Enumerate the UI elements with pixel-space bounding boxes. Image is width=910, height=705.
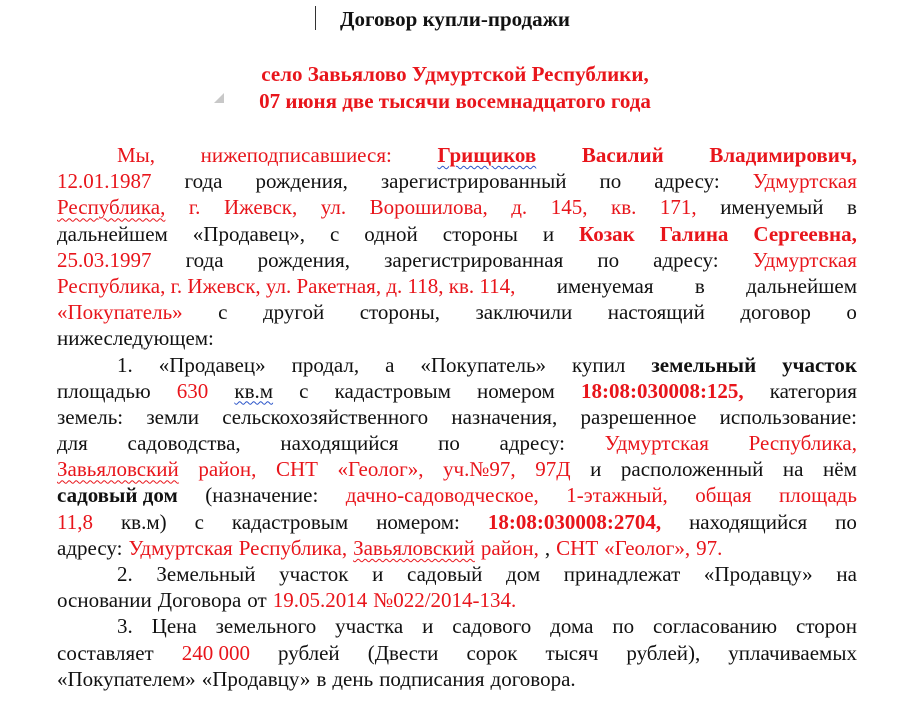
text-line [57, 221, 857, 247]
word: «Покупатель» [420, 352, 547, 377]
word: 18:08:030008:125, [580, 378, 744, 403]
document-title: Договор купли-продажи [340, 7, 570, 31]
word: в [694, 273, 705, 298]
word: земельного [215, 614, 317, 639]
word: по [599, 169, 622, 194]
word: сторон [796, 614, 857, 639]
text-line [57, 168, 857, 194]
word: и [590, 457, 602, 482]
word: уплачиваемых [728, 640, 857, 665]
word: использование: [719, 404, 857, 429]
word: кадастровым [334, 378, 451, 403]
text-line [57, 325, 857, 351]
word: Республика, [57, 195, 166, 220]
word: находящийся [280, 431, 399, 456]
word: зарегистрированная [384, 247, 564, 272]
text-line [57, 456, 857, 482]
word: 25.03.1997 [57, 247, 152, 272]
word: день [332, 666, 374, 691]
word: участок [782, 352, 857, 377]
text-line [57, 142, 857, 168]
word: сорок [466, 640, 518, 665]
word: 3. [117, 614, 133, 639]
word: согласованию [652, 614, 778, 639]
word: кв.м [234, 378, 274, 403]
word: сельскохозяйственного [222, 404, 429, 429]
word: на [836, 562, 857, 586]
word: от [247, 588, 267, 613]
word: (Двести [367, 640, 439, 665]
word: Грищиков [437, 143, 537, 167]
word: дома [550, 614, 594, 639]
word: №022/2014-134. [373, 588, 517, 613]
word: Цена [151, 614, 197, 639]
word: д. [511, 195, 528, 220]
word: «Покупатель» [57, 300, 183, 325]
word: земельный [651, 352, 757, 377]
word: для [57, 431, 88, 456]
word: 1. [117, 352, 133, 377]
word: участка [335, 614, 404, 639]
word: именуемая [556, 273, 654, 298]
word: адресу: [499, 431, 565, 456]
word: тысяч [545, 640, 599, 665]
word: район, [480, 535, 539, 560]
text-line [57, 404, 857, 430]
word: участок [279, 562, 349, 586]
word: продал, [291, 352, 360, 377]
word: г. [188, 195, 201, 220]
word: 630 [176, 378, 209, 403]
word: и [542, 221, 555, 246]
word: принадлежат [563, 562, 681, 586]
word: назначения, [451, 404, 558, 429]
text-line [57, 378, 857, 404]
word: Василий [581, 143, 664, 167]
word: номером [477, 378, 555, 403]
word: адресу: [57, 535, 123, 560]
word: , [544, 535, 551, 560]
paragraph-2 [57, 561, 857, 613]
word: на [782, 457, 804, 482]
word: адресу: [654, 169, 720, 194]
word: садовый [407, 562, 483, 586]
text-line [57, 299, 857, 325]
word: адресу: [653, 247, 719, 272]
word: земли [146, 404, 199, 429]
word: купил [571, 352, 626, 377]
word: Договора [157, 588, 242, 613]
word: уч.№97, [443, 457, 516, 482]
word: 97. [696, 535, 723, 560]
word: именуемый [720, 195, 824, 220]
word: года [184, 169, 223, 194]
word: Ворошилова, [369, 195, 488, 220]
word: 11,8 [57, 509, 93, 534]
word: основании [57, 588, 152, 613]
word: 1-этажный, [566, 483, 668, 508]
paragraph-3 [57, 613, 857, 692]
word: заключили [475, 300, 573, 325]
text-line [57, 613, 857, 639]
word: стороны [442, 221, 518, 246]
word: «Продавцу» [703, 562, 813, 586]
text-line [57, 352, 857, 378]
text-line [57, 535, 857, 561]
word: садоводства, [127, 431, 241, 456]
word: 19.05.2014 [272, 588, 368, 613]
word: расположенный [620, 457, 764, 482]
word: дом [506, 562, 541, 586]
text-line [57, 587, 857, 613]
word: «Геолог», [337, 457, 424, 482]
word: находящийся [689, 509, 808, 534]
word: Удмуртская [752, 247, 857, 272]
word: 12.01.1987 [57, 169, 152, 194]
word: Мы, [117, 143, 156, 167]
word: Галина [659, 221, 729, 246]
word: 18:08:030008:2704, [487, 509, 662, 534]
word: нём [823, 457, 857, 482]
word: «Продавцу» [201, 666, 311, 691]
word: ул. [320, 195, 347, 220]
word: о [846, 300, 857, 325]
word: нижеподписавшиеся: [200, 143, 392, 167]
word: и [422, 614, 434, 639]
word: Завьяловский [57, 457, 179, 482]
word: рождения, [255, 169, 348, 194]
word: СНТ [556, 535, 599, 560]
word: дальнейшем [746, 273, 857, 298]
word: садового [452, 614, 532, 639]
text-line [57, 194, 857, 220]
word: Удмуртская [752, 169, 857, 194]
word: 97Д [535, 457, 571, 482]
word: и [372, 562, 384, 586]
text-line [57, 640, 857, 666]
word: года [185, 247, 224, 272]
word: Земельный [156, 562, 256, 586]
paragraph-1 [57, 352, 857, 562]
text-line [57, 247, 857, 273]
word: по [438, 431, 460, 456]
word: стороны, [359, 300, 441, 325]
contract-body [57, 142, 857, 692]
word: земель: [57, 404, 124, 429]
word: по [835, 509, 857, 534]
word: Владимирович, [709, 143, 857, 167]
word: «Продавец», [192, 221, 305, 246]
paragraph-intro [57, 142, 857, 352]
word: в [316, 666, 327, 691]
word: 145, [550, 195, 588, 220]
word: с [194, 509, 204, 534]
word: по [597, 247, 620, 272]
word: рублей), [626, 640, 701, 665]
word: кадастровым [231, 509, 349, 534]
word: дачно-садоводческое, [345, 483, 539, 508]
word: площадью [57, 378, 151, 403]
word: с [329, 221, 340, 246]
place-line: село Завьялово Удмуртской Республики, [261, 62, 649, 86]
word: площадь [778, 483, 857, 508]
word: «Покупателем» [57, 666, 196, 691]
text-line [57, 430, 857, 456]
word: Сергеевна, [753, 221, 857, 246]
word: 171, [659, 195, 697, 220]
word: Ижевск, [223, 195, 298, 220]
word: а [385, 352, 395, 377]
word: зарегистрированный [380, 169, 567, 194]
word: настоящий [607, 300, 705, 325]
date-line: 07 июня две тысячи восемнадцатого года [259, 89, 651, 113]
text-line [57, 561, 857, 587]
word: район, [198, 457, 257, 482]
word: дальнейшем [57, 221, 168, 246]
word: подписания [379, 666, 485, 691]
word: в [847, 195, 857, 220]
word: Республика, [238, 535, 348, 560]
word: 240 000 [181, 640, 250, 665]
text-line [57, 666, 857, 692]
word: составляет [57, 640, 154, 665]
word: Республика, г. Ижевск, ул. Ракетная, д. 118, кв. 114, [57, 273, 516, 298]
word: кв. [611, 195, 637, 220]
word: другой [262, 300, 325, 325]
text-line [57, 273, 857, 299]
word: рождения, [257, 247, 351, 272]
word: с [218, 300, 228, 325]
word: договор [740, 300, 811, 325]
word: категория [769, 378, 857, 403]
word: Удмуртская [604, 431, 709, 456]
text-line [57, 482, 857, 508]
word: СНТ [275, 457, 318, 482]
word: Козак [579, 221, 635, 246]
word: «Геолог», [604, 535, 691, 560]
word: Завьяловский [353, 535, 475, 560]
word: общая [695, 483, 752, 508]
word: с [299, 378, 309, 403]
word: договора. [490, 666, 576, 691]
text-line [57, 509, 857, 535]
word: 2. [117, 562, 133, 586]
word: Республика, [748, 431, 857, 456]
word: рублей [278, 640, 340, 665]
word: (назначение: [205, 483, 319, 508]
word: кв.м) [120, 509, 167, 534]
word: разрешенное [580, 404, 697, 429]
word: садовый дом [57, 483, 178, 508]
word: нижеследующем: [57, 326, 214, 351]
word: Удмуртская [128, 535, 233, 560]
word: «Продавец» [158, 352, 266, 377]
word: номером: [376, 509, 460, 534]
word: по [612, 614, 635, 639]
word: одной [364, 221, 418, 246]
